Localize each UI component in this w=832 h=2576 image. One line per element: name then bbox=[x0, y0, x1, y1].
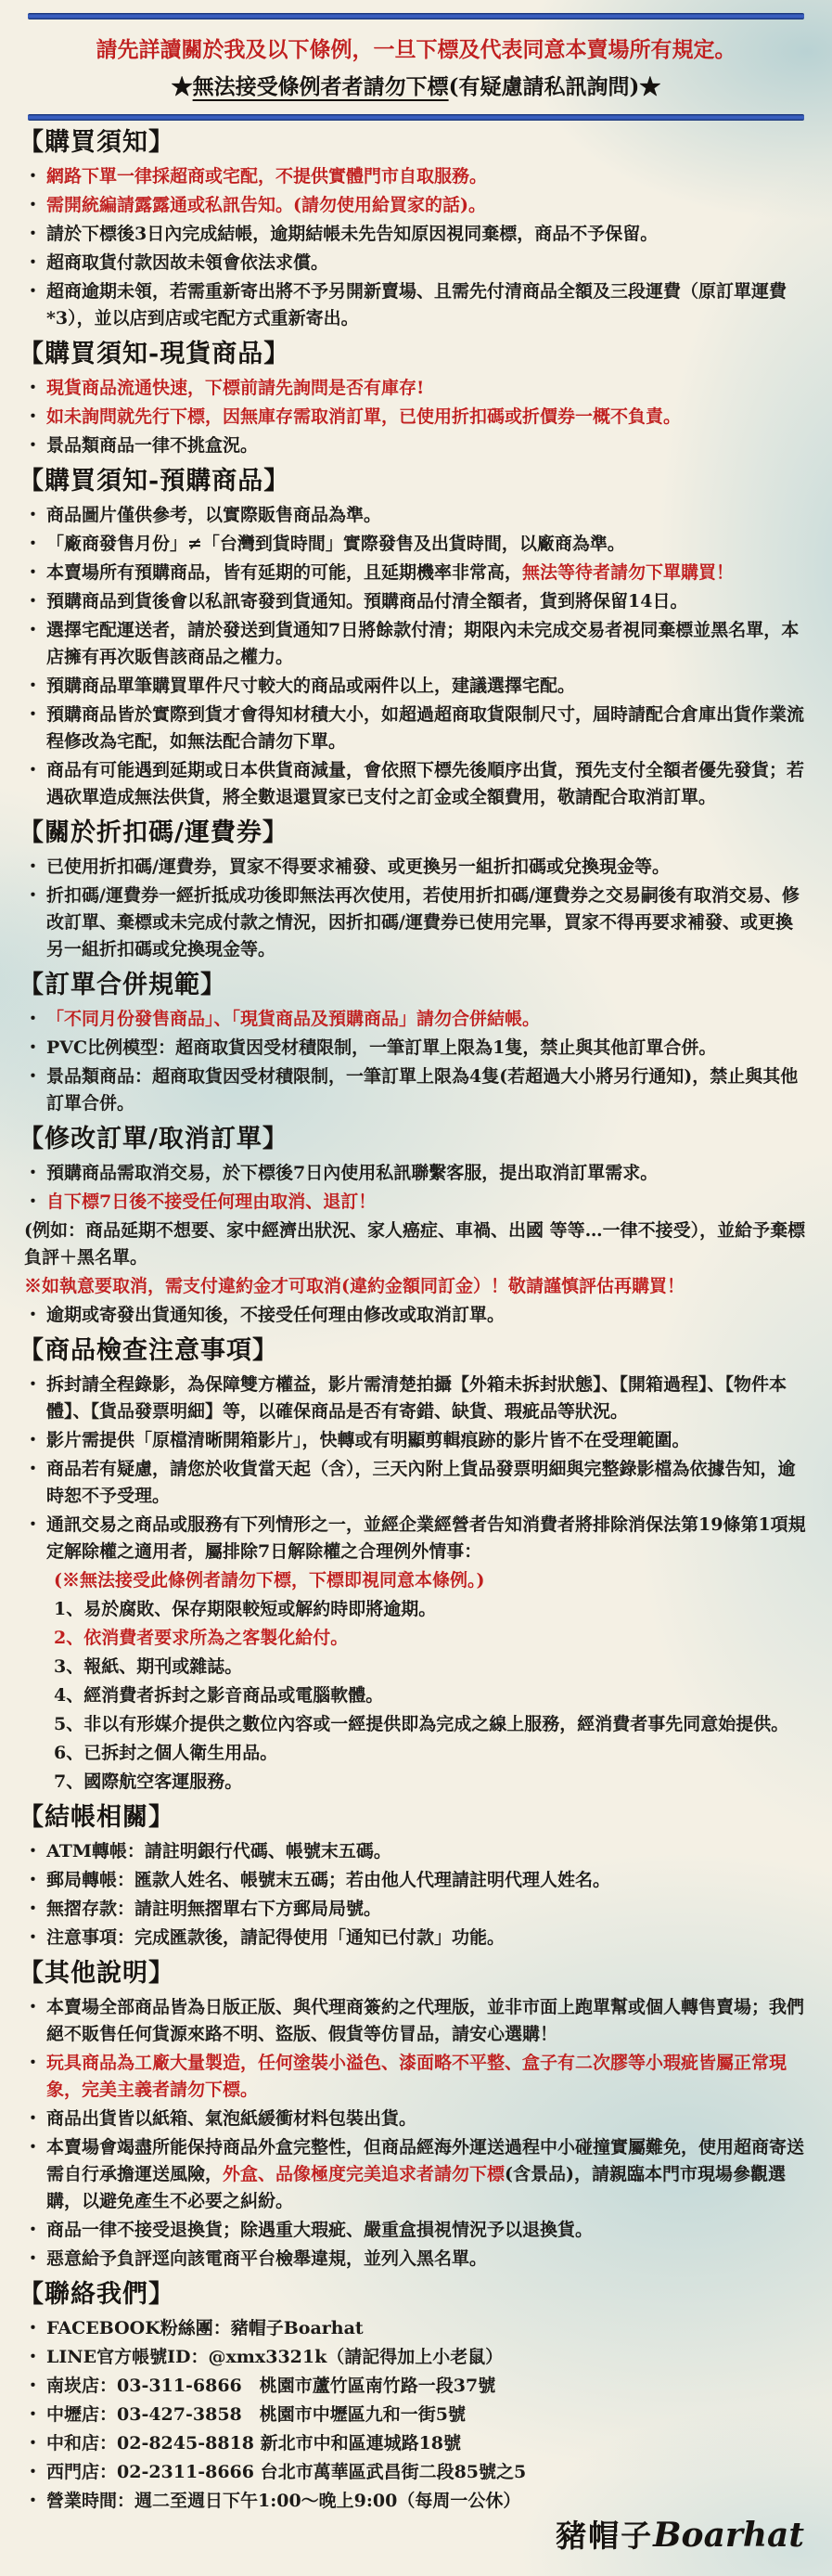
bullet-dot-icon: ・ bbox=[24, 534, 43, 554]
notice-item bbox=[24, 1217, 808, 1271]
notice-text: 惡意給予負評逕向該電商平台檢舉違規，並列入黑名單。 bbox=[46, 2248, 488, 2269]
notice-text: 6、已拆封之個人衛生用品。 bbox=[54, 1743, 278, 1763]
notice-item bbox=[24, 2430, 808, 2457]
notice-text: 影片需提供「原檔清晰開箱影片」，快轉或有明顯剪輯痕跡的影片皆不在受理範圍。 bbox=[46, 1430, 690, 1450]
bullet-dot-icon: ・ bbox=[24, 1305, 43, 1325]
notice-item bbox=[24, 1740, 808, 1767]
bullet-dot-icon: ・ bbox=[24, 885, 43, 906]
notice-text: 商品一律不接受退換貨；除遇重大瑕疵、嚴重盒損視情況予以退換貨。 bbox=[46, 2220, 594, 2240]
bullet-dot-icon: ・ bbox=[24, 2137, 43, 2157]
notice-item bbox=[24, 1456, 808, 1510]
notice-item bbox=[24, 854, 808, 881]
notice-text: 請於下標後3日內完成結帳，逾期結帳未先告知原因視同棄標，商品不予保留。 bbox=[46, 224, 659, 244]
notice-item bbox=[24, 1654, 808, 1681]
notice-item bbox=[24, 1925, 808, 1951]
notice-text: 本賣場會竭盡所能保持商品外盒完整性，但商品經海外運送過程中小碰撞實屬難免，使用超商寄送需自行承擔運送風險，外盒、品像極度完美追求者請勿下標(含景品)，請親臨本門市現場參觀選購，以避免產生不必要之糾紛。 bbox=[46, 2137, 805, 2211]
notice-text: 現貨商品流通快速，下標前請先詢問是否有庫存! bbox=[46, 378, 425, 398]
notice-text: 7、國際航空客運服務。 bbox=[54, 1771, 243, 1792]
bullet-dot-icon: ・ bbox=[24, 195, 43, 215]
store-signature-latin: Boarhat bbox=[653, 2516, 804, 2555]
bullet-dot-icon: ・ bbox=[24, 1927, 43, 1948]
notice-text: 1、易於腐敗、保存期限較短或解約時即將逾期。 bbox=[54, 1599, 437, 1619]
notice-text: 預購商品需取消交易，於下標後7日內使用私訊聯繫客服，提出取消訂單需求。 bbox=[46, 1163, 659, 1183]
notice-item bbox=[24, 192, 808, 219]
notice-text: 「廠商發售月份」≠「台灣到貨時間」實際發售及出貨時間，以廠商為準。 bbox=[46, 534, 625, 554]
notice-item bbox=[24, 1711, 808, 1738]
bullet-dot-icon: ・ bbox=[24, 1163, 43, 1183]
notice-item bbox=[24, 2050, 808, 2104]
notice-text: 如未詢問就先行下標，因無庫存需取消訂單，已使用折扣碼或折價券一概不負責。 bbox=[46, 406, 682, 427]
bullet-dot-icon: ・ bbox=[24, 676, 43, 696]
bullet-dot-icon: ・ bbox=[24, 591, 43, 612]
notice-text: 商品有可能遇到延期或日本供貨商減量，會依照下標先後順序出貨，預先支付全額者優先發貨；若遇砍單造成無法供貨，將全數退還買家已支付之訂金或全額費用，敬請配合取消訂單。 bbox=[46, 760, 805, 807]
notice-text: 景品類商品：超商取貨因受材積限制，一筆訂單上限為4隻(若超過大小將另行通知)，禁止與其他訂單合併。 bbox=[46, 1066, 799, 1114]
bullet-dot-icon: ・ bbox=[24, 2318, 43, 2338]
notice-text: 無摺存款：請註明無摺單右下方郵局局號。 bbox=[46, 1899, 382, 1919]
bullet-dot-icon: ・ bbox=[24, 1066, 43, 1087]
notice-item bbox=[24, 163, 808, 190]
notice-item bbox=[24, 1896, 808, 1923]
section-header: 【購買須知-預購商品】 bbox=[19, 467, 290, 496]
section-header: 【結帳相關】 bbox=[19, 1803, 174, 1832]
notice-title: 請先詳讀關於我及以下條例，一旦下標及代表同意本賣場所有規定。 bbox=[96, 37, 736, 62]
bullet-dot-icon: ・ bbox=[24, 2053, 43, 2073]
notice-item bbox=[24, 1867, 808, 1894]
notice-item bbox=[24, 1838, 808, 1865]
notice-text: 西門店：02-2311-8666 台北市萬華區武昌街二段85號之5 bbox=[46, 2462, 527, 2482]
notice-text: 通訊交易之商品或服務有下列情形之一，並經企業經營者告知消費者將排除消保法第19條第1項規定解除權之適用者，屬排除7日解除權之合理例外情事： bbox=[46, 1514, 806, 1562]
notice-item bbox=[24, 1994, 808, 2048]
notice-text: 郵局轉帳：匯款人姓名、帳號末五碼；若由他人代理請註明代理人姓名。 bbox=[46, 1870, 611, 1890]
notice-item bbox=[24, 673, 808, 700]
notice-text: 本賣場全部商品皆為日版正版、與代理商簽約之代理版，並非市面上跑單幫或個人轉售賣場；我們絕不販售任何貨源來路不明、盜版、假貨等仿冒品，請安心選購！ bbox=[46, 1997, 805, 2044]
notice-text: 注意事項：完成匯款後，請記得使用「通知已付款」功能。 bbox=[46, 1927, 506, 1948]
notice-item bbox=[24, 1682, 808, 1709]
bullet-dot-icon: ・ bbox=[24, 1374, 43, 1395]
bullet-dot-icon: ・ bbox=[24, 1870, 43, 1890]
bullet-dot-icon: ・ bbox=[24, 1037, 43, 1058]
section-header: 【商品檢查注意事項】 bbox=[19, 1336, 278, 1365]
notice-item bbox=[24, 757, 808, 811]
notice-text: PVC比例模型：超商取貨因受材積限制，一筆訂單上限為1隻，禁止與其他訂單合併。 bbox=[46, 1037, 717, 1058]
notice-text: LINE官方帳號ID：@xmx3321k（請記得加上小老鼠） bbox=[46, 2347, 504, 2367]
notice-text: 超商逾期未領，若需重新寄出將不予另開新賣場、且需先付清商品全額及三段運費（原訂單運費*3），並以店到店或宅配方式重新寄出。 bbox=[46, 281, 787, 328]
notice-text: 超商取貨付款因故未領會依法求償。 bbox=[46, 252, 329, 273]
sections bbox=[19, 126, 808, 2515]
notice-text: 本賣場所有預購商品，皆有延期的可能，且延期機率非常高，無法等待者請勿下單購買！ bbox=[46, 562, 735, 583]
notice-text: 2、依消費者要求所為之客製化給付。 bbox=[54, 1628, 349, 1648]
notice-item bbox=[24, 250, 808, 277]
notice-item bbox=[24, 560, 808, 586]
notice-text: 中和店：02-8245-8818 新北市中和區連城路18號 bbox=[46, 2433, 462, 2454]
bullet-dot-icon: ・ bbox=[24, 378, 43, 398]
notice-text: 中壢店：03-427-3858 桃園市中壢區九和一街5號 bbox=[46, 2404, 466, 2425]
notice-item bbox=[24, 221, 808, 248]
bullet-dot-icon: ・ bbox=[24, 2462, 43, 2482]
bullet-dot-icon: ・ bbox=[24, 1997, 43, 2017]
section-header: 【訂單合併規範】 bbox=[19, 971, 226, 999]
notice-text: (※無法接受此條例者請勿下標，下標即視同意本條例。) bbox=[54, 1570, 485, 1591]
notice-text: ※如執意要取消，需支付違約金才可取消(違約金額同訂金）！敬請謹慎評估再購買！ bbox=[24, 1276, 685, 1296]
notice-item bbox=[24, 1302, 808, 1329]
notice-item bbox=[24, 531, 808, 558]
notice-item bbox=[24, 1035, 808, 1062]
divider-line-bottom bbox=[28, 114, 804, 121]
bullet-dot-icon: ・ bbox=[24, 760, 43, 780]
notice-item bbox=[24, 588, 808, 615]
notice-text: 逾期或寄發出貨通知後，不接受任何理由修改或取消訂單。 bbox=[46, 1305, 506, 1325]
notice-subtitle-suffix: (有疑慮請私訊詢問)★ bbox=[448, 74, 661, 99]
notice-item bbox=[24, 502, 808, 529]
bullet-dot-icon: ・ bbox=[24, 2376, 43, 2396]
notice-item bbox=[24, 1372, 808, 1425]
bullet-dot-icon: ・ bbox=[24, 1899, 43, 1919]
bullet-dot-icon: ・ bbox=[24, 857, 43, 877]
notice-item bbox=[24, 432, 808, 459]
notice-item bbox=[24, 2315, 808, 2342]
bullet-dot-icon: ・ bbox=[24, 562, 43, 583]
notice-item bbox=[24, 1006, 808, 1033]
notice-text: 網路下單一律採超商或宅配，不提供實體門市自取服務。 bbox=[46, 166, 488, 187]
notice-item bbox=[24, 2134, 808, 2215]
bullet-dot-icon: ・ bbox=[24, 2108, 43, 2129]
section-header: 【購買須知-現貨商品】 bbox=[19, 340, 290, 368]
notice-item bbox=[24, 2373, 808, 2400]
notice-text: 3、報紙、期刊或雜誌。 bbox=[54, 1656, 243, 1677]
notice-subtitle-underlined: 無法接受條例者者請勿下標 bbox=[192, 74, 449, 99]
notice-item bbox=[24, 1625, 808, 1652]
notice-subtitle bbox=[24, 71, 808, 103]
section-header: 【關於折扣碼/運費券】 bbox=[19, 818, 288, 847]
bullet-dot-icon: ・ bbox=[24, 1009, 43, 1029]
bullet-dot-icon: ・ bbox=[24, 224, 43, 244]
notice-item bbox=[24, 1273, 808, 1300]
notice-text: 玩具商品為工廠大量製造，任何塗裝小溢色、漆面略不平整、盒子有二次膠等小瑕疵皆屬正常現象，完美主義者請勿下標。 bbox=[46, 2053, 787, 2100]
bullet-dot-icon: ・ bbox=[24, 1430, 43, 1450]
bullet-dot-icon: ・ bbox=[24, 2491, 43, 2511]
store-signature-cjk: 豬帽子 bbox=[556, 2518, 654, 2554]
notice-text: 商品出貨皆以紙箱、氣泡紙緩衝材料包裝出貨。 bbox=[46, 2108, 417, 2129]
notice-item bbox=[24, 1427, 808, 1454]
notice-item bbox=[24, 1189, 808, 1216]
notice-text: 商品若有疑慮，請您於收貨當天起（含），三天內附上貨品發票明細與完整錄影檔為依據告知，逾時恕不予受理。 bbox=[46, 1459, 796, 1506]
notice-item bbox=[24, 2402, 808, 2428]
notice-text: 南崁店：03-311-6866 桃園市蘆竹區南竹路一段37號 bbox=[46, 2376, 496, 2396]
bullet-dot-icon: ・ bbox=[24, 1459, 43, 1479]
star-icon: ★ bbox=[171, 74, 193, 99]
notice-item bbox=[24, 2488, 808, 2515]
notice-text: 折扣碼/運費券一經折抵成功後即無法再次使用，若使用折扣碼/運費券之交易嗣後有取消交易、修改訂單、棄標或未完成付款之情況，因折扣碼/運費券已使用完畢，買家不得再要求補發、或更換另一組折扣碼或兌換現金等。 bbox=[46, 885, 800, 960]
notice-text: 預購商品皆於實際到貨才會得知材積大小，如超過超商取貨限制尺寸，屆時請配合倉庫出貨作業流程修改為宅配，如無法配合請勿下單。 bbox=[46, 704, 805, 752]
notice-item bbox=[24, 882, 808, 963]
notice-item bbox=[24, 2344, 808, 2371]
notice-item bbox=[24, 2217, 808, 2244]
bullet-dot-icon: ・ bbox=[24, 2404, 43, 2425]
notice-text: 自下標7日後不接受任何理由取消、退訂！ bbox=[46, 1191, 377, 1212]
notice-item bbox=[24, 1769, 808, 1796]
bullet-dot-icon: ・ bbox=[24, 2220, 43, 2240]
bullet-dot-icon: ・ bbox=[24, 620, 43, 640]
notice-item bbox=[24, 1160, 808, 1187]
section-header: 【購買須知】 bbox=[19, 128, 174, 157]
notice-text: FACEBOOK粉絲團：豬帽子Boarhat bbox=[46, 2318, 364, 2338]
notice-text: 5、非以有形媒介提供之數位內容或一經提供即為完成之線上服務，經消費者事先同意始提供。 bbox=[54, 1714, 789, 1734]
section-header: 【修改訂單/取消訂單】 bbox=[19, 1125, 288, 1153]
bullet-dot-icon: ・ bbox=[24, 435, 43, 456]
notice-item bbox=[24, 1596, 808, 1623]
notice-item bbox=[24, 2459, 808, 2486]
notice-text: 已使用折扣碼/運費券，買家不得要求補發、或更換另一組折扣碼或兌換現金等。 bbox=[46, 857, 670, 877]
notice-item bbox=[24, 2246, 808, 2273]
notice-text: 景品類商品一律不挑盒況。 bbox=[46, 435, 259, 456]
bullet-dot-icon: ・ bbox=[24, 252, 43, 273]
bullet-dot-icon: ・ bbox=[24, 2347, 43, 2367]
notice-item bbox=[24, 278, 808, 332]
notice-text: 拆封請全程錄影，為保障雙方權益，影片需清楚拍攝【外箱未拆封狀態】、【開箱過程】、【物件本體】、【貨品發票明細】等，以確保商品是否有寄錯、缺貨、瑕疵品等狀況。 bbox=[46, 1374, 787, 1422]
notice-item bbox=[24, 1567, 808, 1594]
notice-text: 選擇宅配運送者，請於發送到貨通知7日將餘款付清；期限內未完成交易者視同棄標並黑名單，本店擁有再次販售該商品之權力。 bbox=[46, 620, 800, 667]
notice-item bbox=[24, 702, 808, 755]
notice-text: 4、經消費者拆封之影音商品或電腦軟體。 bbox=[54, 1685, 384, 1706]
notice-item bbox=[24, 2106, 808, 2132]
bullet-dot-icon: ・ bbox=[24, 406, 43, 427]
bullet-dot-icon: ・ bbox=[24, 505, 43, 525]
bullet-dot-icon: ・ bbox=[24, 2248, 43, 2269]
notice-text: 預購商品到貨後會以私訊寄發到貨通知。預購商品付清全額者，貨到將保留14日。 bbox=[46, 591, 688, 612]
notice-text: 營業時間：週二至週日下午1:00～晚上9:00（每周一公休） bbox=[46, 2491, 521, 2511]
notice-item bbox=[24, 617, 808, 671]
notice-text: ATM轉帳：請註明銀行代碼、帳號末五碼。 bbox=[46, 1841, 391, 1861]
section-header: 【聯絡我們】 bbox=[19, 2280, 174, 2309]
notice-text: 需開統編請露露通或私訊告知。(請勿使用給買家的話)。 bbox=[46, 195, 486, 215]
bullet-dot-icon: ・ bbox=[24, 704, 43, 725]
notice-item bbox=[24, 1512, 808, 1565]
bullet-dot-icon: ・ bbox=[24, 281, 43, 302]
notice-text: 預購商品單筆購買單件尺寸較大的商品或兩件以上，建議選擇宅配。 bbox=[46, 676, 576, 696]
bullet-dot-icon: ・ bbox=[24, 1841, 43, 1861]
bullet-dot-icon: ・ bbox=[24, 1191, 43, 1212]
notice-item bbox=[24, 1063, 808, 1117]
bullet-dot-icon: ・ bbox=[24, 2433, 43, 2454]
divider-line-top bbox=[28, 13, 804, 19]
bullet-dot-icon: ・ bbox=[24, 166, 43, 187]
section-header: 【其他說明】 bbox=[19, 1959, 174, 1988]
notice-item bbox=[24, 404, 808, 431]
notice-text: 商品圖片僅供參考，以實際販售商品為準。 bbox=[46, 505, 382, 525]
bullet-dot-icon: ・ bbox=[24, 1514, 43, 1535]
notice-text: 「不同月份發售商品」、「現貨商品及預購商品」請勿合併結帳。 bbox=[46, 1009, 541, 1029]
notice-text: (例如：商品延期不想要、家中經濟出狀況、家人癌症、車禍、出國 等等…一律不接受），並給予棄標負評＋黑名單。 bbox=[24, 1220, 806, 1268]
store-signature bbox=[556, 2512, 804, 2556]
notice-item bbox=[24, 375, 808, 402]
